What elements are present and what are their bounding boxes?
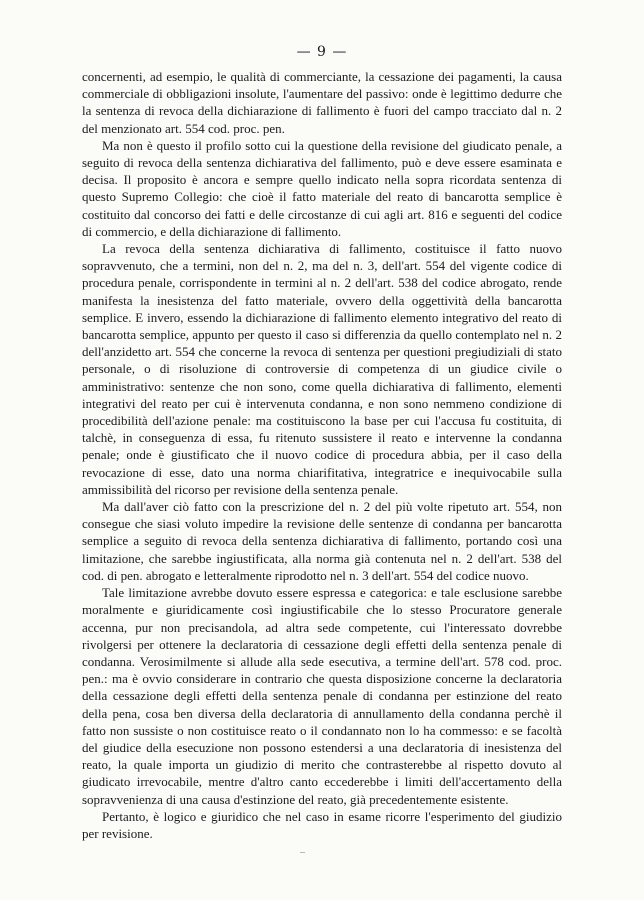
page-number: — 9 —	[296, 44, 348, 60]
paragraph-4: Ma dall'aver ciò fatto con la prescrizione del n. 2 del più volte ripetuto art. 554, non consegue che siasi voluto impedire la revisione delle sentenze di condanna per bancarotta semplice a seguito di revoca della sentenza dichiarativa di fallimento, portando così una limitazione, che sarebbe ingiustificata, alla norma già contenuta nel n. 2 dell'art. 538 del cod. di pen. abrogato e letteralmente riprodotto nel n. 3 dell'art. 554 del codice nuovo.	[82, 499, 562, 583]
print-mark	[300, 852, 305, 853]
body-text	[82, 68, 562, 842]
paragraph-2: Ma non è questo il profilo sotto cui la questione della revisione del giudicato penale, a seguito di revoca della sentenza dichiarativa del fallimento, può e deve essere esaminata e decisa. Il proposito è ancora e sempre quello indicato nella sopra ricordata sentenza di questo Supremo Collegio: che cioè il fatto materiale del reato di bancarotta semplice è costituito dal concorso dei fatti e delle circostanze di cui agli art. 816 e seguenti del codice di commercio, e della dichiarazione di fallimento.	[82, 137, 562, 239]
paragraph-1: concernenti, ad esempio, le qualità di commerciante, la cessazione dei pagamenti, la causa commerciale di obbligazioni insolute, l'aumentare del passivo: onde è legittimo dedurre che la sentenza di revoca della dichiarazione di fallimento è fuori del campo tracciato dal n. 2 del menzionato art. 554 cod. proc. pen.	[82, 69, 562, 136]
paragraph-5: Tale limitazione avrebbe dovuto essere espressa e categorica: e tale esclusione sarebbe moralmente e giuridicamente così ingiustificabile che lo stesso Procuratore generale accenna, pur non precisandola, ad altra sede competente, cui l'interessato dovrebbe rivolgersi per ottenere la declaratoria di cessazione degli effetti della sentenza penale di condanna. Verosimilmente si allude alla sede esecutiva, a termine dell'art. 578 cod. proc. pen.: ma è ovvio considerare in contrario che questa disposizione concerne la declaratoria della cessazione degli effetti della sentenza penale di condanna per estinzione del reato della pena, cosa ben diversa della declaratoria di annullamento della condanna perchè il fatto non sussiste o non costituisce reato o il condannato non lo ha commesso: e se facoltà del giudice della esecuzione non possono estendersi a una declaratoria di inesistenza del reato, la quale importa un giudizio di merito che contrasterebbe al rispetto dovuto al giudicato irrevocabile, mentre d'altro canto eccederebbe i limiti dell'accertamento della sopravvenienza di una causa d'estinzione del reato, già precedentemente esistente.	[82, 585, 562, 807]
paragraph-6: Pertanto, è logico e giuridico che nel caso in esame ricorre l'esperimento del giudizio per revisione.	[82, 808, 562, 841]
paragraph-3: La revoca della sentenza dichiarativa di fallimento, costituisce il fatto nuovo sopravvenuto, che a termini, non del n. 2, ma del n. 3, dell'art. 554 del vigente codice di procedura penale, corrispondente in termini al n. 2 dell'art. 538 del codice abrogato, rende manifesta la inesistenza del fatto materiale, ovvero della oggettività della bancarotta semplice. E invero, essendo la dichiarazione di fallimento elemento integrativo del reato di bancarotta semplice, appunto per questo il caso si differenzia da quello contemplato nel n. 2 dell'anzidetto art. 554 che concerne la revoca di sentenza per questioni pregiudiziali di stato personale, o di risoluzione di controversie di competenza di un giudice civile o amministrativo: sentenze che non sono, come quella dichiarativa di fallimento, elementi integrativi del reato per cui è intervenuta condanna, e non sono nemmeno condizione di procedibilità dell'azione penale: ma costituiscono la base per cui l'accusa fu costituita, di talchè, in conseguenza di essa, fu ritenuto sussistere il reato e intervenne la condanna penale; onde è giustificato che il nuovo codice di procedura abbia, per il caso della revocazione di esse, dato una norma chiarifitativa, integratrice e inequivocabile sulla ammissibilità del ricorso per revisione della sentenza penale.	[82, 241, 562, 497]
